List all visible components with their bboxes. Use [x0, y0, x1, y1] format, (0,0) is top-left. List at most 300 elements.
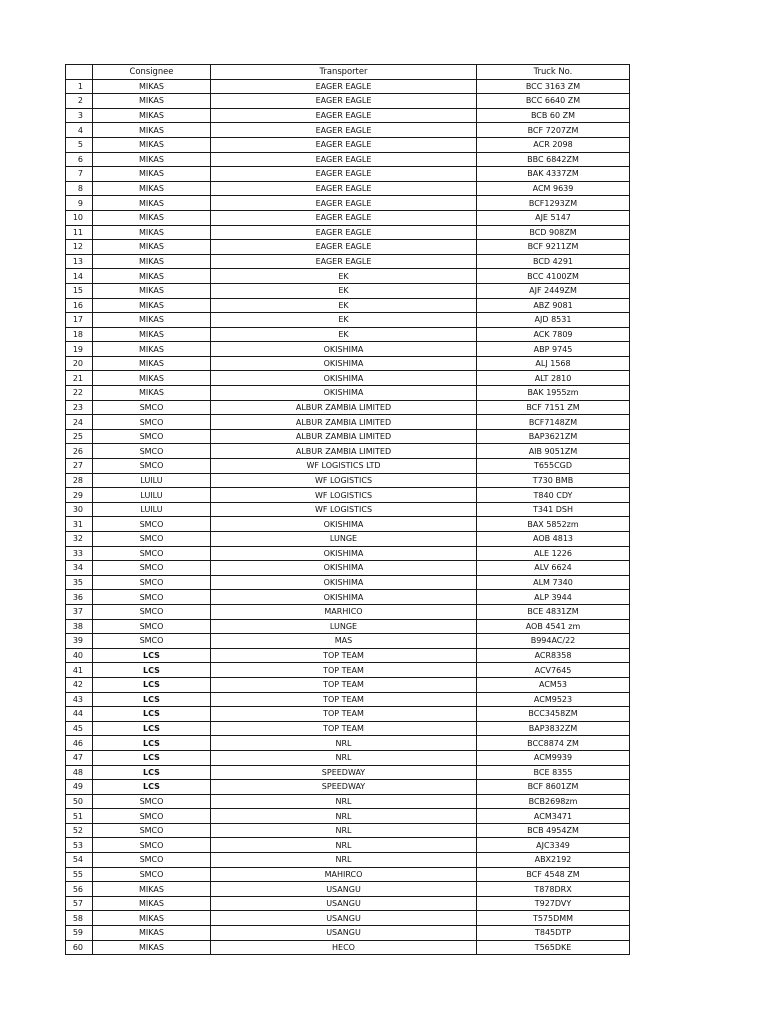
consignee-cell: SMCO [93, 575, 211, 590]
row-number: 32 [66, 532, 93, 547]
header-truck-no: Truck No. [477, 65, 630, 80]
row-number: 35 [66, 575, 93, 590]
row-number: 41 [66, 663, 93, 678]
truck-number-cell: T565DKE [477, 940, 630, 955]
truck-number-cell: BCF 7151 ZM [477, 400, 630, 415]
table-row [66, 415, 630, 430]
transporter-cell: ALBUR ZAMBIA LIMITED [211, 444, 477, 459]
table-row [66, 896, 630, 911]
transporter-cell: ALBUR ZAMBIA LIMITED [211, 415, 477, 430]
row-number: 50 [66, 794, 93, 809]
row-number: 12 [66, 240, 93, 255]
truck-number-cell: ABX2192 [477, 853, 630, 868]
transporter-cell: EAGER EAGLE [211, 137, 477, 152]
truck-number-cell: T845DTP [477, 926, 630, 941]
truck-number-cell: BCC8874 ZM [477, 736, 630, 751]
table-row [66, 386, 630, 401]
consignee-cell: SMCO [93, 619, 211, 634]
table-row [66, 809, 630, 824]
consignee-cell: MIKAS [93, 137, 211, 152]
consignee-cell: MIKAS [93, 327, 211, 342]
transporter-cell: NRL [211, 736, 477, 751]
transporter-cell: WF LOGISTICS [211, 473, 477, 488]
truck-number-cell: T655CGD [477, 459, 630, 474]
truck-number-cell: ALV 6624 [477, 561, 630, 576]
table-row [66, 648, 630, 663]
consignee-cell: MIKAS [93, 371, 211, 386]
consignee-cell: SMCO [93, 853, 211, 868]
transporter-cell: EK [211, 313, 477, 328]
row-number: 45 [66, 721, 93, 736]
transporter-cell: EK [211, 283, 477, 298]
consignee-cell: MIKAS [93, 167, 211, 182]
table-row [66, 152, 630, 167]
consignee-cell: SMCO [93, 561, 211, 576]
table-row [66, 94, 630, 109]
consignee-cell: SMCO [93, 517, 211, 532]
consignee-cell: MIKAS [93, 356, 211, 371]
truck-number-cell: BAX 5852zm [477, 517, 630, 532]
header-row [66, 65, 630, 80]
table-row [66, 356, 630, 371]
transporter-cell: OKISHIMA [211, 575, 477, 590]
table-row [66, 313, 630, 328]
row-number: 56 [66, 882, 93, 897]
row-number: 54 [66, 853, 93, 868]
transporter-cell: SPEEDWAY [211, 780, 477, 795]
truck-number-cell: ACR 2098 [477, 137, 630, 152]
table-row [66, 853, 630, 868]
table-row [66, 108, 630, 123]
transporter-cell: OKISHIMA [211, 342, 477, 357]
table-row [66, 459, 630, 474]
table-row [66, 225, 630, 240]
consignee-cell: MIKAS [93, 283, 211, 298]
row-number: 4 [66, 123, 93, 138]
transporter-cell: TOP TEAM [211, 677, 477, 692]
transporter-cell: EAGER EAGLE [211, 167, 477, 182]
table-row [66, 882, 630, 897]
consignee-cell: MIKAS [93, 254, 211, 269]
truck-number-cell: BCF 9211ZM [477, 240, 630, 255]
row-number: 24 [66, 415, 93, 430]
row-number: 28 [66, 473, 93, 488]
row-number: 27 [66, 459, 93, 474]
consignee-cell: SMCO [93, 838, 211, 853]
transporter-cell: EAGER EAGLE [211, 225, 477, 240]
truck-number-cell: BCB 4954ZM [477, 823, 630, 838]
consignee-cell: SMCO [93, 415, 211, 430]
table-row [66, 444, 630, 459]
consignee-cell: MIKAS [93, 152, 211, 167]
row-number: 3 [66, 108, 93, 123]
row-number: 39 [66, 634, 93, 649]
table-row [66, 575, 630, 590]
row-number: 6 [66, 152, 93, 167]
truck-number-cell: ALE 1226 [477, 546, 630, 561]
row-number: 2 [66, 94, 93, 109]
truck-number-cell: AJE 5147 [477, 210, 630, 225]
truck-number-cell: BCB 60 ZM [477, 108, 630, 123]
transporter-cell: OKISHIMA [211, 386, 477, 401]
transporter-cell: NRL [211, 823, 477, 838]
truck-number-cell: ACR8358 [477, 648, 630, 663]
table-body [66, 79, 630, 955]
transporter-cell: TOP TEAM [211, 692, 477, 707]
consignee-cell: MIKAS [93, 269, 211, 284]
table-row [66, 137, 630, 152]
truck-number-cell: BCC3458ZM [477, 707, 630, 722]
transporter-cell: NRL [211, 838, 477, 853]
row-number: 59 [66, 926, 93, 941]
truck-number-cell: BCF 7207ZM [477, 123, 630, 138]
truck-number-cell: T575DMM [477, 911, 630, 926]
row-number: 43 [66, 692, 93, 707]
truck-number-cell: BAP3621ZM [477, 429, 630, 444]
row-number: 52 [66, 823, 93, 838]
header-number [66, 65, 93, 80]
row-number: 33 [66, 546, 93, 561]
row-number: 7 [66, 167, 93, 182]
transporter-cell: EK [211, 298, 477, 313]
consignee-cell: SMCO [93, 867, 211, 882]
consignee-cell: LUILU [93, 502, 211, 517]
row-number: 18 [66, 327, 93, 342]
truck-number-cell: BCE 4831ZM [477, 604, 630, 619]
truck-number-cell: BCF1293ZM [477, 196, 630, 211]
truck-number-cell: ALM 7340 [477, 575, 630, 590]
consignee-cell: MIKAS [93, 911, 211, 926]
transporter-cell: EAGER EAGLE [211, 108, 477, 123]
truck-number-cell: AOB 4541 zm [477, 619, 630, 634]
row-number: 26 [66, 444, 93, 459]
row-number: 13 [66, 254, 93, 269]
table-row [66, 940, 630, 955]
transporter-cell: ALBUR ZAMBIA LIMITED [211, 429, 477, 444]
row-number: 36 [66, 590, 93, 605]
row-number: 57 [66, 896, 93, 911]
table-row [66, 167, 630, 182]
transporter-cell: WF LOGISTICS LTD [211, 459, 477, 474]
row-number: 49 [66, 780, 93, 795]
truck-number-cell: ACV7645 [477, 663, 630, 678]
row-number: 9 [66, 196, 93, 211]
transporter-cell: EK [211, 269, 477, 284]
truck-number-cell: ABP 9745 [477, 342, 630, 357]
truck-number-cell: AJF 2449ZM [477, 283, 630, 298]
row-number: 20 [66, 356, 93, 371]
row-number: 60 [66, 940, 93, 955]
consignee-cell: LUILU [93, 488, 211, 503]
row-number: 16 [66, 298, 93, 313]
consignee-cell: SMCO [93, 809, 211, 824]
table-row [66, 488, 630, 503]
truck-number-cell: ACM53 [477, 677, 630, 692]
transporter-cell: TOP TEAM [211, 721, 477, 736]
consignee-cell: LCS [93, 780, 211, 795]
row-number: 48 [66, 765, 93, 780]
transporter-cell: OKISHIMA [211, 590, 477, 605]
truck-number-cell: ACM9523 [477, 692, 630, 707]
row-number: 30 [66, 502, 93, 517]
consignee-cell: LCS [93, 765, 211, 780]
table-row [66, 838, 630, 853]
transporter-cell: MAS [211, 634, 477, 649]
transporter-cell: SPEEDWAY [211, 765, 477, 780]
table-row [66, 298, 630, 313]
transporter-cell: EAGER EAGLE [211, 210, 477, 225]
table-row [66, 254, 630, 269]
consignee-cell: MIKAS [93, 313, 211, 328]
consignee-cell: LCS [93, 692, 211, 707]
row-number: 47 [66, 750, 93, 765]
row-number: 53 [66, 838, 93, 853]
row-number: 40 [66, 648, 93, 663]
transporter-cell: WF LOGISTICS [211, 502, 477, 517]
table-row [66, 240, 630, 255]
table-row [66, 736, 630, 751]
truck-number-cell: AOB 4813 [477, 532, 630, 547]
truck-number-cell: BAK 1955zm [477, 386, 630, 401]
truck-number-cell: ACM3471 [477, 809, 630, 824]
transporter-cell: ALBUR ZAMBIA LIMITED [211, 400, 477, 415]
truck-number-cell: B994AC/22 [477, 634, 630, 649]
table-row [66, 502, 630, 517]
consignee-cell: LCS [93, 707, 211, 722]
consignee-cell: LCS [93, 750, 211, 765]
consignee-cell: SMCO [93, 400, 211, 415]
transporter-cell: OKISHIMA [211, 356, 477, 371]
consignee-cell: SMCO [93, 823, 211, 838]
row-number: 25 [66, 429, 93, 444]
row-number: 11 [66, 225, 93, 240]
consignee-cell: LCS [93, 721, 211, 736]
row-number: 42 [66, 677, 93, 692]
transporter-cell: TOP TEAM [211, 648, 477, 663]
row-number: 37 [66, 604, 93, 619]
table-row [66, 79, 630, 94]
consignee-cell: MIKAS [93, 940, 211, 955]
transporter-cell: OKISHIMA [211, 371, 477, 386]
table-row [66, 342, 630, 357]
consignment-table [65, 64, 630, 955]
table-row [66, 823, 630, 838]
consignee-cell: LCS [93, 677, 211, 692]
consignee-cell: MIKAS [93, 94, 211, 109]
transporter-cell: LUNGE [211, 532, 477, 547]
consignee-cell: SMCO [93, 429, 211, 444]
table-row [66, 677, 630, 692]
table-row [66, 619, 630, 634]
transporter-cell: NRL [211, 853, 477, 868]
truck-number-cell: BCC 4100ZM [477, 269, 630, 284]
table-row [66, 269, 630, 284]
table-row [66, 181, 630, 196]
truck-number-cell: T840 CDY [477, 488, 630, 503]
truck-number-cell: ACM9939 [477, 750, 630, 765]
header-transporter: Transporter [211, 65, 477, 80]
row-number: 1 [66, 79, 93, 94]
table-row [66, 911, 630, 926]
consignee-cell: MIKAS [93, 342, 211, 357]
truck-number-cell: ALJ 1568 [477, 356, 630, 371]
transporter-cell: TOP TEAM [211, 663, 477, 678]
table-row [66, 780, 630, 795]
consignee-cell: MIKAS [93, 196, 211, 211]
row-number: 23 [66, 400, 93, 415]
transporter-cell: NRL [211, 750, 477, 765]
table-row [66, 473, 630, 488]
consignee-cell: SMCO [93, 590, 211, 605]
consignee-cell: MIKAS [93, 225, 211, 240]
table-row [66, 867, 630, 882]
truck-number-cell: T730 BMB [477, 473, 630, 488]
truck-number-cell: BCE 8355 [477, 765, 630, 780]
truck-number-cell: BCC 3163 ZM [477, 79, 630, 94]
row-number: 22 [66, 386, 93, 401]
transporter-cell: USANGU [211, 896, 477, 911]
consignee-cell: SMCO [93, 794, 211, 809]
truck-number-cell: ALP 3944 [477, 590, 630, 605]
truck-number-cell: BAK 4337ZM [477, 167, 630, 182]
truck-number-cell: BAP3832ZM [477, 721, 630, 736]
transporter-cell: EAGER EAGLE [211, 152, 477, 167]
truck-number-cell: AJD 8531 [477, 313, 630, 328]
transporter-cell: EAGER EAGLE [211, 196, 477, 211]
consignee-cell: MIKAS [93, 181, 211, 196]
consignee-cell: SMCO [93, 532, 211, 547]
table-row [66, 532, 630, 547]
row-number: 46 [66, 736, 93, 751]
row-number: 19 [66, 342, 93, 357]
table-row [66, 561, 630, 576]
row-number: 17 [66, 313, 93, 328]
table-row [66, 794, 630, 809]
table-row [66, 926, 630, 941]
truck-number-cell: BCF 8601ZM [477, 780, 630, 795]
transporter-cell: WF LOGISTICS [211, 488, 477, 503]
row-number: 34 [66, 561, 93, 576]
transporter-cell: MAHIRCO [211, 867, 477, 882]
row-number: 44 [66, 707, 93, 722]
row-number: 58 [66, 911, 93, 926]
transporter-cell: LUNGE [211, 619, 477, 634]
table-row [66, 283, 630, 298]
truck-number-cell: T927DVY [477, 896, 630, 911]
row-number: 21 [66, 371, 93, 386]
transporter-cell: NRL [211, 809, 477, 824]
row-number: 8 [66, 181, 93, 196]
consignee-cell: MIKAS [93, 79, 211, 94]
transporter-cell: EAGER EAGLE [211, 79, 477, 94]
transporter-cell: EK [211, 327, 477, 342]
consignee-cell: SMCO [93, 604, 211, 619]
transporter-cell: USANGU [211, 882, 477, 897]
transporter-cell: EAGER EAGLE [211, 240, 477, 255]
consignee-cell: MIKAS [93, 298, 211, 313]
table-row [66, 692, 630, 707]
consignee-cell: SMCO [93, 546, 211, 561]
consignee-cell: MIKAS [93, 210, 211, 225]
transporter-cell: HECO [211, 940, 477, 955]
row-number: 5 [66, 137, 93, 152]
truck-number-cell: BCC 6640 ZM [477, 94, 630, 109]
consignee-cell: SMCO [93, 444, 211, 459]
truck-number-cell: BCB2698zm [477, 794, 630, 809]
transporter-cell: USANGU [211, 911, 477, 926]
consignee-cell: MIKAS [93, 108, 211, 123]
truck-number-cell: ACM 9639 [477, 181, 630, 196]
table-row [66, 750, 630, 765]
row-number: 38 [66, 619, 93, 634]
consignee-cell: MIKAS [93, 386, 211, 401]
table-row [66, 517, 630, 532]
table-row [66, 765, 630, 780]
transporter-cell: EAGER EAGLE [211, 181, 477, 196]
table-row [66, 371, 630, 386]
row-number: 15 [66, 283, 93, 298]
consignee-cell: LUILU [93, 473, 211, 488]
transporter-cell: OKISHIMA [211, 517, 477, 532]
consignee-cell: MIKAS [93, 926, 211, 941]
consignee-cell: MIKAS [93, 240, 211, 255]
consignee-cell: LCS [93, 736, 211, 751]
truck-number-cell: T878DRX [477, 882, 630, 897]
consignee-cell: LCS [93, 663, 211, 678]
row-number: 29 [66, 488, 93, 503]
transporter-cell: EAGER EAGLE [211, 123, 477, 138]
transporter-cell: EAGER EAGLE [211, 94, 477, 109]
transporter-cell: NRL [211, 794, 477, 809]
truck-number-cell: BCF 4548 ZM [477, 867, 630, 882]
truck-number-cell: AJC3349 [477, 838, 630, 853]
row-number: 10 [66, 210, 93, 225]
row-number: 31 [66, 517, 93, 532]
row-number: 55 [66, 867, 93, 882]
table-row [66, 721, 630, 736]
table-row [66, 590, 630, 605]
table-row [66, 327, 630, 342]
transporter-cell: USANGU [211, 926, 477, 941]
table-row [66, 634, 630, 649]
consignee-cell: SMCO [93, 634, 211, 649]
truck-number-cell: ALT 2810 [477, 371, 630, 386]
truck-number-cell: AIB 9051ZM [477, 444, 630, 459]
table-row [66, 707, 630, 722]
table-row [66, 400, 630, 415]
table-row [66, 123, 630, 138]
consignee-cell: LCS [93, 648, 211, 663]
table-row [66, 604, 630, 619]
truck-number-cell: BBC 6842ZM [477, 152, 630, 167]
table-row [66, 210, 630, 225]
transporter-cell: MARHICO [211, 604, 477, 619]
consignee-cell: SMCO [93, 459, 211, 474]
row-number: 14 [66, 269, 93, 284]
transporter-cell: EAGER EAGLE [211, 254, 477, 269]
consignee-cell: MIKAS [93, 896, 211, 911]
truck-number-cell: ACK 7809 [477, 327, 630, 342]
truck-number-cell: BCD 908ZM [477, 225, 630, 240]
truck-number-cell: T341 DSH [477, 502, 630, 517]
table-row [66, 429, 630, 444]
table-row [66, 663, 630, 678]
truck-number-cell: BCF7148ZM [477, 415, 630, 430]
transporter-cell: TOP TEAM [211, 707, 477, 722]
transporter-cell: OKISHIMA [211, 546, 477, 561]
table-row [66, 196, 630, 211]
row-number: 51 [66, 809, 93, 824]
